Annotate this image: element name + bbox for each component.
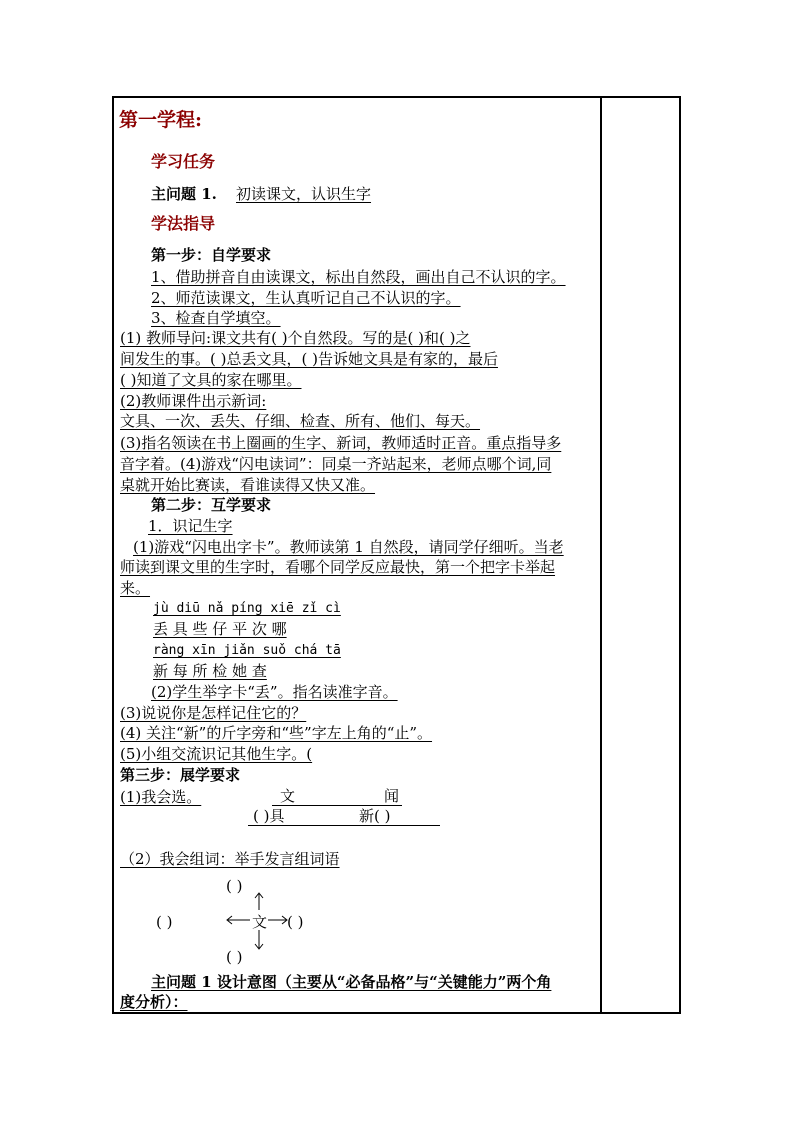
q1-line: 间发生的事。( )总丢文具，( )告诉她文具是有家的，最后 (120, 350, 498, 368)
choose-blank: ( )具 (253, 807, 285, 825)
character-row: 新 每 所 检 她 查 (153, 662, 267, 680)
pinyin-row: ràng xīn jiǎn suǒ chá tā (153, 643, 341, 658)
choose-wen2: 闻 (384, 787, 400, 805)
choose-wen: 文 (280, 787, 296, 805)
q3-line: 音字着。(4)游戏“闪电读词”：同桌一齐站起来，老师点哪个词,同 (120, 455, 552, 473)
table-column-divider (600, 96, 602, 1014)
group-words-label: （2）我会组词：举手发言组词语 (120, 850, 340, 868)
q1-line: ( )知道了文具的家在哪里。 (120, 371, 302, 389)
method-heading: 学法指导 (151, 214, 216, 233)
choose-label: (1)我会选。 (120, 788, 202, 806)
choose-underline (248, 825, 440, 826)
diagram-top-blank: ( ) (226, 877, 243, 895)
main-question-label: 主问题 1. (151, 185, 217, 203)
task-heading: 学习任务 (151, 152, 216, 171)
step1-item: 1、借助拼音自由读课文，标出自然段，画出自己不认识的字。 (151, 268, 566, 286)
q3-line: 桌就开始比赛读，看谁读得又快又准。 (120, 476, 376, 494)
arrow-diagram-icon (220, 886, 300, 956)
diagram-bottom-blank: ( ) (226, 948, 243, 966)
step2-point: (5)小组交流识记其他生字。( (120, 745, 313, 763)
step1-title: 第一步：自学要求 (151, 246, 272, 264)
q3-line: (3)指名领读在书上圈画的生字、新词，教师适时正音。重点指导多 (120, 434, 562, 452)
step2-subtitle: 1．识记生字 (148, 517, 233, 535)
game-line: 师读到课文里的生字时，看哪个同学反应最快，第一个把字卡举起 (120, 558, 556, 576)
diagram-left-blank: ( ) (156, 913, 173, 931)
step2-point: (2)学生举字卡“丢”。指名读准字音。 (151, 683, 398, 701)
character-row: 丢 具 些 仔 平 次 哪 (153, 620, 287, 638)
step2-point: (3)说说你是怎样记住它的？ (120, 704, 307, 722)
game-line: (1)游戏“闪电出字卡”。教师读第 1 自然段，请同学仔细听。当老 (133, 538, 564, 556)
main-question-text: 初读课文，认识生字 (236, 185, 372, 203)
diagram-center-char: 文 (252, 913, 268, 931)
q2-label: (2)教师课件出示新词: (120, 392, 267, 410)
choose-blank: 新( ) (359, 807, 391, 825)
diagram-right-blank: ( ) (287, 913, 304, 931)
q2-words: 文具、一次、丢失、仔细、检查、所有、他们、每天。 (120, 412, 481, 430)
step2-point: (4) 关注“新”的斤字旁和“些”字左上角的“止”。 (120, 724, 433, 742)
step2-title: 第二步：互学要求 (151, 496, 272, 514)
q1-line: (1) 教师导问:课文共有( )个自然段。写的是( )和( )之 (120, 329, 471, 347)
step1-item: 3、检查自学填空。 (151, 309, 281, 327)
design-intent-line: 度分析）： (120, 993, 188, 1011)
step1-item: 2、师范读课文，生认真听记自己不认识的字。 (151, 289, 461, 307)
game-line: 来。 (120, 579, 151, 597)
section-title: 第一学程: (119, 109, 203, 131)
pinyin-row: jù diū nǎ píng xiē zǐ cì (153, 601, 341, 616)
design-intent-line: 主问题 1 设计意图（主要从“必备品格”与“关键能力”两个角 (151, 973, 552, 991)
step3-title: 第三步：展学要求 (120, 766, 241, 784)
